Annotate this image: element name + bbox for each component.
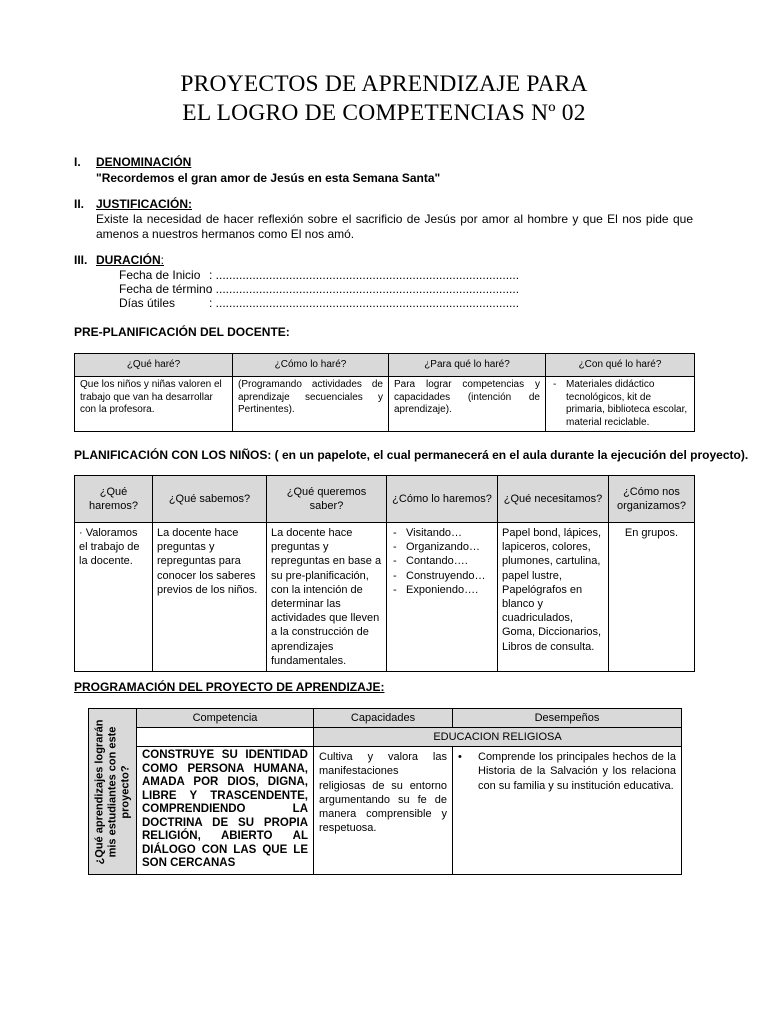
capacidad-cell: Cultiva y valora las manifestaciones religiosas de su entorno argumentando su fe de manera comprensible y respetuosa.: [314, 747, 453, 875]
plan-activity: - Construyendo…: [391, 569, 493, 583]
section-heading: JUSTIFICACIÓN:: [96, 197, 192, 211]
preplan-cell: Para lograr competencias y capacidades (intención de aprendizaje).: [389, 377, 546, 432]
title-line-2: EL LOGRO DE COMPETENCIAS Nº 02: [182, 100, 586, 126]
duration-label: Fecha de Inicio: [119, 268, 201, 282]
side-label: ¿Qué aprendizajes lograrán mis estudiantes con este proyecto?: [93, 719, 131, 864]
programacion-header: Competencia: [137, 709, 314, 728]
bullet-icon: •: [458, 751, 462, 763]
preplan-cell: (Programando actividades de aprendizaje secuenciales y Pertinentes).: [233, 377, 389, 432]
preplan-cell: [546, 377, 695, 432]
preplan-header: ¿Para qué lo haré?: [389, 354, 546, 377]
plan-cell: · Valoramos el trabajo de la docente.: [75, 523, 153, 672]
plan-cell: La docente hace preguntas y repreguntas para conocer los saberes previos de los niños.: [153, 523, 267, 672]
section-number: II.: [74, 197, 85, 211]
competencia-cell: [137, 747, 314, 875]
plan-activity: - Contando….: [391, 554, 493, 568]
programacion-header: Desempeños: [453, 709, 682, 728]
area-label: EDUCACION RELIGIOSA: [314, 728, 682, 747]
competencia-text: CONSTRUYE SU IDENTIDAD COMO PERSONA HUMANA, AMADA POR DIOS, DIGNA, LIBRE Y TRASCENDENTE, COMPRENDIENDO LA DOCTRINA DE SU PROPIA RELIGIÓN, ABIERTO AL DIÁLOGO CON LAS QUE LE SON CERCANAS: [142, 749, 308, 869]
justification-text: Existe la necesidad de hacer reflexión sobre el sacrificio de Jesús por amor al hombre y que El nos pide que amenos a nuestros hermanos como El nos amó.: [96, 212, 693, 241]
section-heading: DURACIÓN:: [96, 253, 165, 267]
plan-activity: - Organizando…: [391, 540, 493, 554]
preplan-heading: PRE-PLANIFICACIÓN DEL DOCENTE:: [74, 325, 290, 339]
plan-heading: PLANIFICACIÓN CON LOS NIÑOS: ( en un papelote, el cual permanecerá en el aula durante la ejecución del proyecto).: [74, 448, 749, 462]
duration-value: : ...........................................................................................: [209, 282, 520, 296]
programacion-heading: PROGRAMACIÓN DEL PROYECTO DE APRENDIZAJE:: [74, 680, 385, 694]
programacion-table: [88, 708, 682, 875]
desempeno-text: Comprende los principales hechos de la Historia de la Salvación y los relaciona con su familia y su institución educativa.: [478, 751, 676, 792]
preplan-header: ¿Cómo lo haré?: [233, 354, 389, 377]
preplan-cell: Que los niños y niñas valoren el trabajo que van ha desarrollar con la profesora.: [75, 377, 233, 432]
project-name: "Recordemos el gran amor de Jesús en esta Semana Santa": [96, 171, 441, 185]
plan-cell: La docente hace preguntas y repreguntas en base a su pre-planificación, con la intención de determinar las actividades que lleven a la construcción de aprendizajes fundamentales.: [267, 523, 387, 672]
section-number: III.: [74, 253, 88, 267]
programacion-header: Capacidades: [314, 709, 453, 728]
duration-label: Fecha de término: [119, 282, 213, 296]
plan-cell: [387, 523, 498, 672]
desempeno-cell: [453, 747, 682, 875]
side-label-cell: [89, 709, 137, 875]
plan-cell: En grupos.: [609, 523, 695, 672]
preplan-material: - Materiales didáctico tecnológicos, kit de primaria, biblioteca escolar, material reciclable.: [551, 379, 689, 429]
plan-cell: Papel bond, lápices, lapiceros, colores, plumones, cartulina, papel lustre, Papelógrafos en blanco y cuadriculados, Goma, Diccionarios, Libros de consulta.: [498, 523, 609, 672]
preplan-table: [74, 353, 695, 432]
plan-activity: - Visitando…: [391, 526, 493, 540]
section-number: I.: [74, 155, 81, 169]
page-title: [0, 70, 768, 128]
duration-label: Días útiles: [119, 296, 176, 310]
plan-header: ¿Qué sabemos?: [153, 476, 267, 523]
plan-header: ¿Cómo lo haremos?: [387, 476, 498, 523]
plan-header: ¿Cómo nos organizamos?: [609, 476, 695, 523]
plan-header: ¿Qué necesitamos?: [498, 476, 609, 523]
title-line-1: PROYECTOS DE APRENDIZAJE PARA: [180, 71, 588, 97]
plan-table: [74, 475, 695, 672]
preplan-header: ¿Qué haré?: [75, 354, 233, 377]
plan-header: ¿Qué haremos?: [75, 476, 153, 523]
preplan-header: ¿Con qué lo haré?: [546, 354, 695, 377]
duration-value: : ...........................................................................................: [209, 296, 520, 310]
plan-header: ¿Qué queremos saber?: [267, 476, 387, 523]
section-heading: DENOMINACIÓN: [96, 155, 192, 169]
plan-activity: - Exponiendo….: [391, 583, 493, 597]
duration-value: : ...........................................................................................: [209, 268, 520, 282]
